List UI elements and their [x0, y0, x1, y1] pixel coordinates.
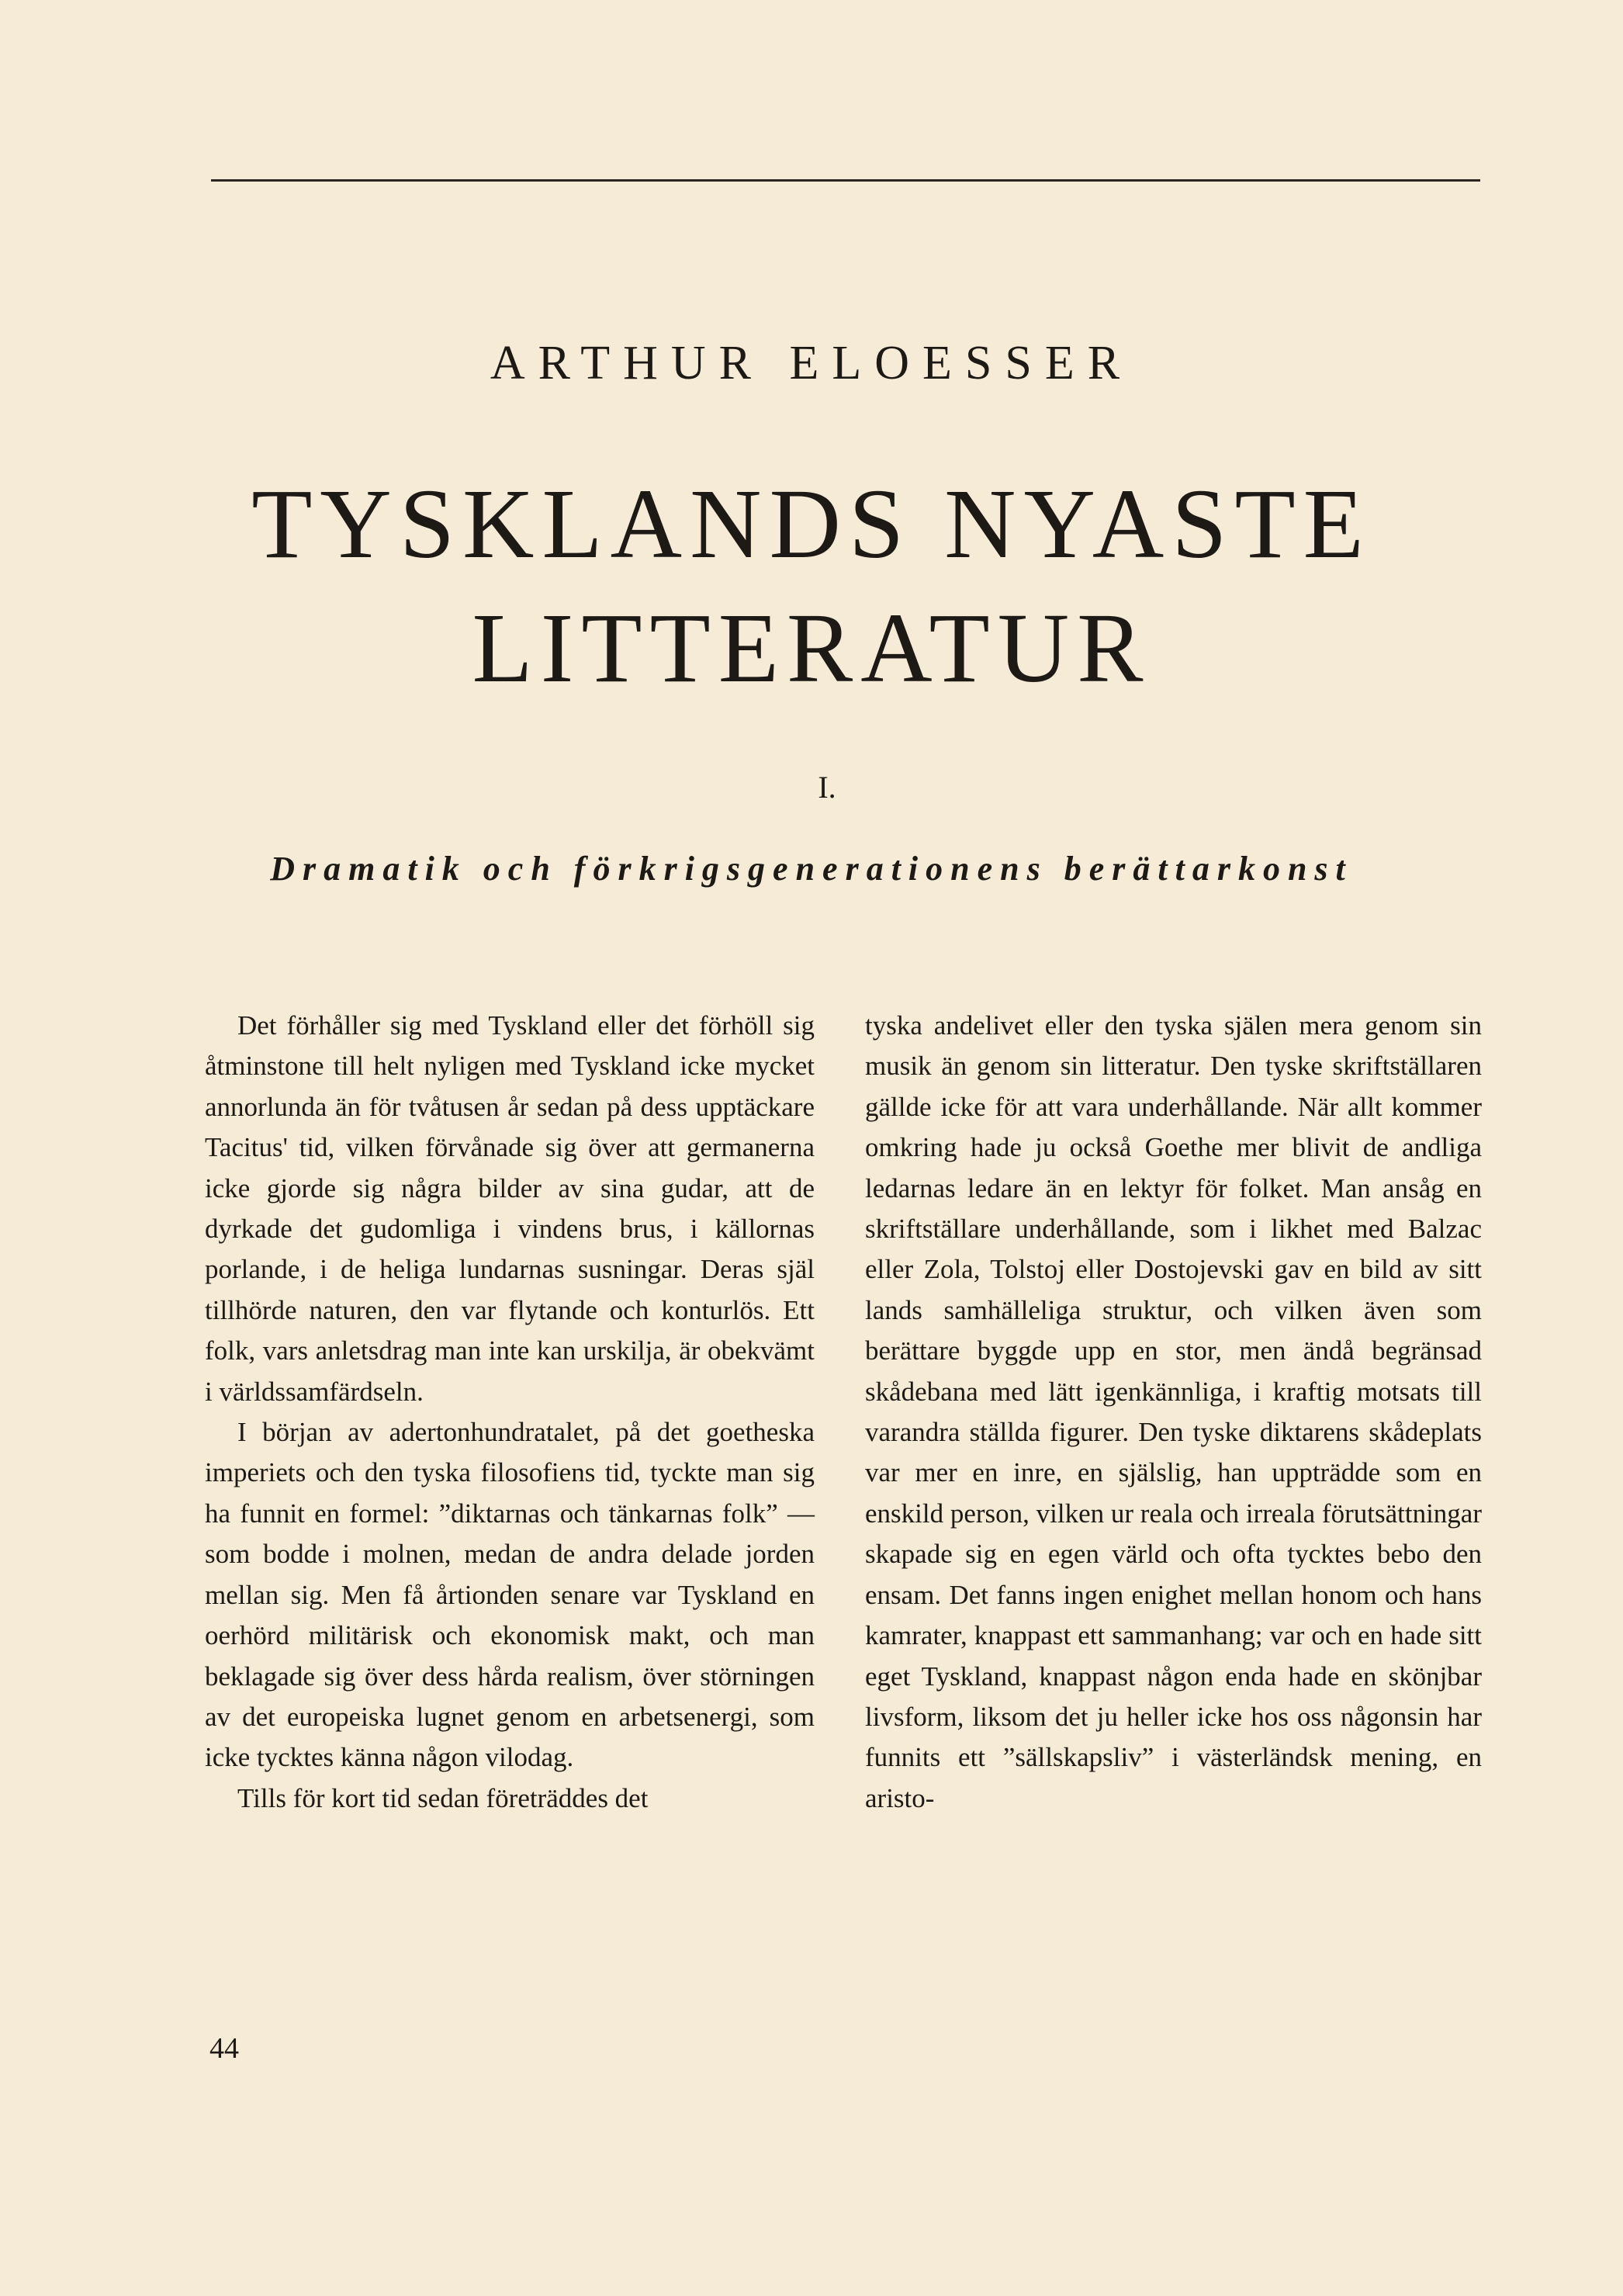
- paragraph: Det förhåller sig med Tyskland eller det förhöll sig åtminstone till helt nyligen med Tyskland icke mycket annorlunda än för tvåtusen år sedan på dess upptäckare Tacitus' tid, vilken förvånade sig över att germanerna icke gjorde sig några bilder av sina gudar, att de dyrkade det gudomliga i vindens brus, i källornas porlande, i de heliga lundarnas susningar. Deras själ tillhörde naturen, den var flytande och konturlös. Ett folk, vars anletsdrag man inte kan urskilja, är obekvämt i världssamfärdseln.: [205, 1010, 815, 1407]
- paragraph-continued: tyska andelivet eller den tyska själen mera genom sin musik än genom sin litteratur. Den tyske skriftställaren gällde icke för att vara underhållande. När allt kommer omkring hade ju också Goethe mer blivit de andliga ledarnas ledare än en lektyr för folket. Man ansåg en skriftställare underhållande, som i likhet med Balzac eller Zola, Tolstoj eller Dostojevski gav en bild av sitt lands samhälleliga struktur, och vilken även som berättare byggde upp en stor, men ändå begränsad skådebana med lätt igenkännliga, i kraftig motsats till varandra ställda figurer. Den tyske diktarens skådeplats var mer en inre, en själslig, han uppträdde som en enskild person, vilken ur reala och irreala förutsättningar skapade sig en egen värld och ofta tycktes bebo den ensam. Det fanns ingen enighet mellan honom och hans kamrater, knappast ett sammanhang; var och en hade sitt eget Tyskland, knappast någon enda hade en skönjbar livsform, liksom det ju heller icke hos oss någonsin har funnits ett ”sällskapsliv” i västerländsk mening, en aristo-: [865, 1010, 1482, 1813]
- article-title: [0, 462, 1623, 710]
- paragraph: I början av adertonhundratalet, på det goetheska imperiets och den tyska filosofiens tid, tyckte man sig ha funnit en formel: ”diktarnas och tänkarnas folk” — som bodde i molnen, medan de andra delade jorden mellan sig. Men få årtionden senare var Tyskland en oerhörd militärisk och ekonomisk makt, och man beklagade sig över dess hårda realism, över störningen av det europeiska lugnet genom en arbetsenergi, som icke tycktes känna någon vilodag.: [205, 1417, 815, 1773]
- right-column: [865, 1006, 1482, 1819]
- page-number: 44: [209, 2032, 239, 2065]
- top-rule: [211, 179, 1480, 182]
- left-column: [205, 1006, 815, 1819]
- author-name: ARTHUR ELOESSER: [490, 337, 1133, 390]
- paragraph: Tills för kort tid sedan företräddes det: [237, 1782, 649, 1813]
- section-subtitle: Dramatik och förkrigsgenerationens berättarkonst: [270, 850, 1353, 888]
- title-line: LITTERATUR: [472, 593, 1151, 703]
- section-number: I.: [818, 770, 836, 805]
- title-line: TYSKLANDS NYASTE: [251, 469, 1372, 579]
